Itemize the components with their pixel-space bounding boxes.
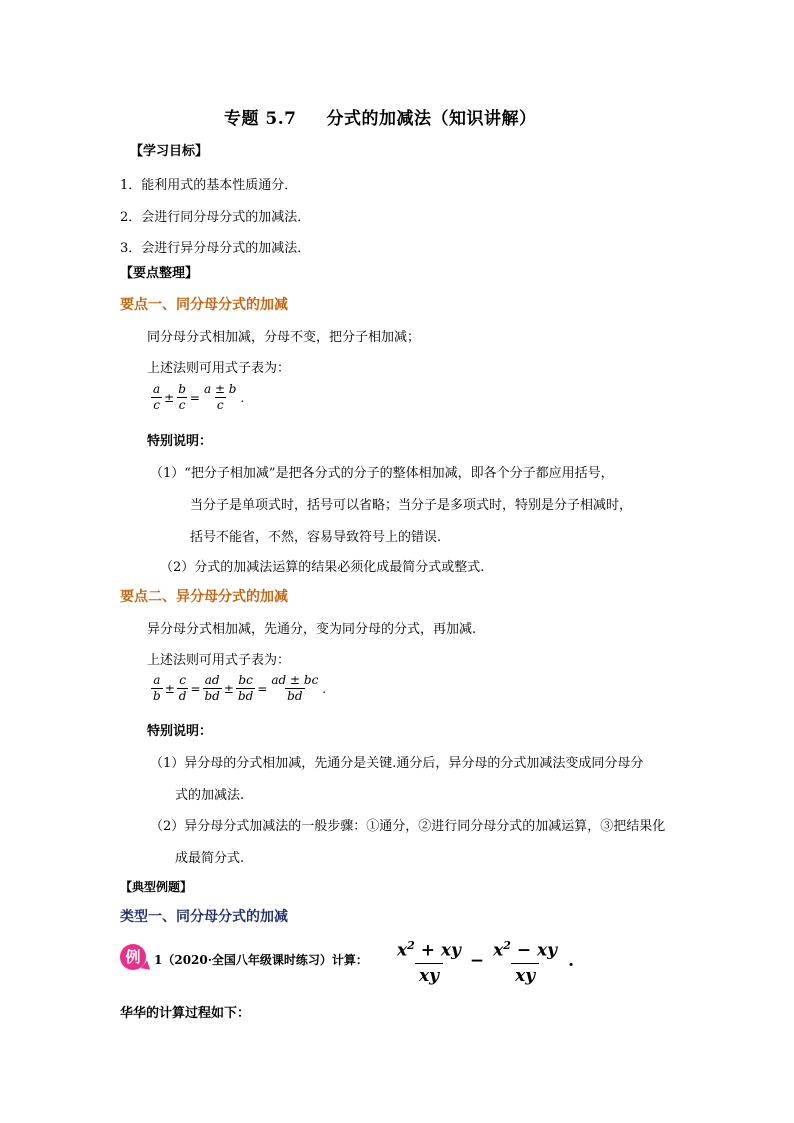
point2-formula: $\frac{a}{b}$ ± $\frac{c}{d}$ = $\frac{ad}{bd}$ ± $\frac{bc}{bd}$ = $\frac{ad \pm bc}{bd}$ . <box>153 673 327 703</box>
example1-expression: $\frac{x^2 + xy}{xy}$ − $\frac{x^2 - xy}{xy}$ . <box>397 939 574 986</box>
point1-note: （1）“把分子相加减”是把各分式的分子的整体相加减，即各个分子都应用括号， <box>150 466 614 481</box>
point1-note-label: 特别说明： <box>147 434 213 449</box>
examples-header: 【典型例题】 <box>120 880 193 894</box>
example1-text: （2020·全国八年级课时练习）计算： <box>162 953 368 967</box>
point1-line1: 同分母分式相加减，分母不变，把分子相加减； <box>147 330 421 345</box>
point2-line1: 异分母分式相加减，先通分，变为同分母的分式，再加减. <box>147 622 477 637</box>
point2-note: （1）异分母的分式相加减，先通分是关键.通分后，异分母的分式加减法变成同分母分 <box>150 756 644 771</box>
title-main: 分式的加减法（知识讲解） <box>326 109 537 129</box>
keypoints-header: 【要点整理】 <box>120 266 199 281</box>
title-prefix: 专题 5.7 <box>224 109 297 129</box>
point1-note: 括号不能省，不然，容易导致符号上的错误. <box>190 530 442 545</box>
point2-line2: 上述法则可用式子表为： <box>147 653 291 668</box>
point2-note: （2）异分母分式加减法的一般步骤：①通分，②进行同分母分式的加减运算，③把结果化 <box>150 819 666 834</box>
point2-heading: 要点二、异分母分式的加减 <box>120 589 288 605</box>
example-badge: 例 <box>120 944 146 970</box>
point1-note: （2）分式的加减法运算的结果必须化成最简分式或整式. <box>160 560 485 575</box>
goals-header: 【学习目标】 <box>130 144 209 159</box>
goal-item: 1．能利用式的基本性质通分． <box>120 178 298 193</box>
example1-source <box>154 951 368 968</box>
type1-heading: 类型一、同分母分式的加减 <box>120 909 288 925</box>
point1-line2: 上述法则可用式子表为： <box>147 361 291 376</box>
point2-note: 成最简分式. <box>175 851 245 866</box>
point1-formula: $\frac{a}{c}$ ± $\frac{b}{c}$ = $\frac{a \pm b}{c}$ . <box>153 382 245 412</box>
point2-note-label: 特别说明： <box>147 724 213 739</box>
closing-text: 华华的计算过程如下： <box>120 1006 251 1021</box>
example1-number: 1 <box>154 953 163 967</box>
goal-item: 3．会进行异分母分式的加减法． <box>120 241 311 256</box>
page-title <box>224 104 537 129</box>
point1-heading: 要点一、同分母分式的加减 <box>120 297 288 313</box>
point2-note: 式的加减法. <box>175 788 245 803</box>
point1-note: 当分子是单项式时，括号可以省略；当分子是多项式时，特别是分子相减时， <box>190 498 633 513</box>
goal-item: 2．会进行同分母分式的加减法． <box>120 210 311 225</box>
